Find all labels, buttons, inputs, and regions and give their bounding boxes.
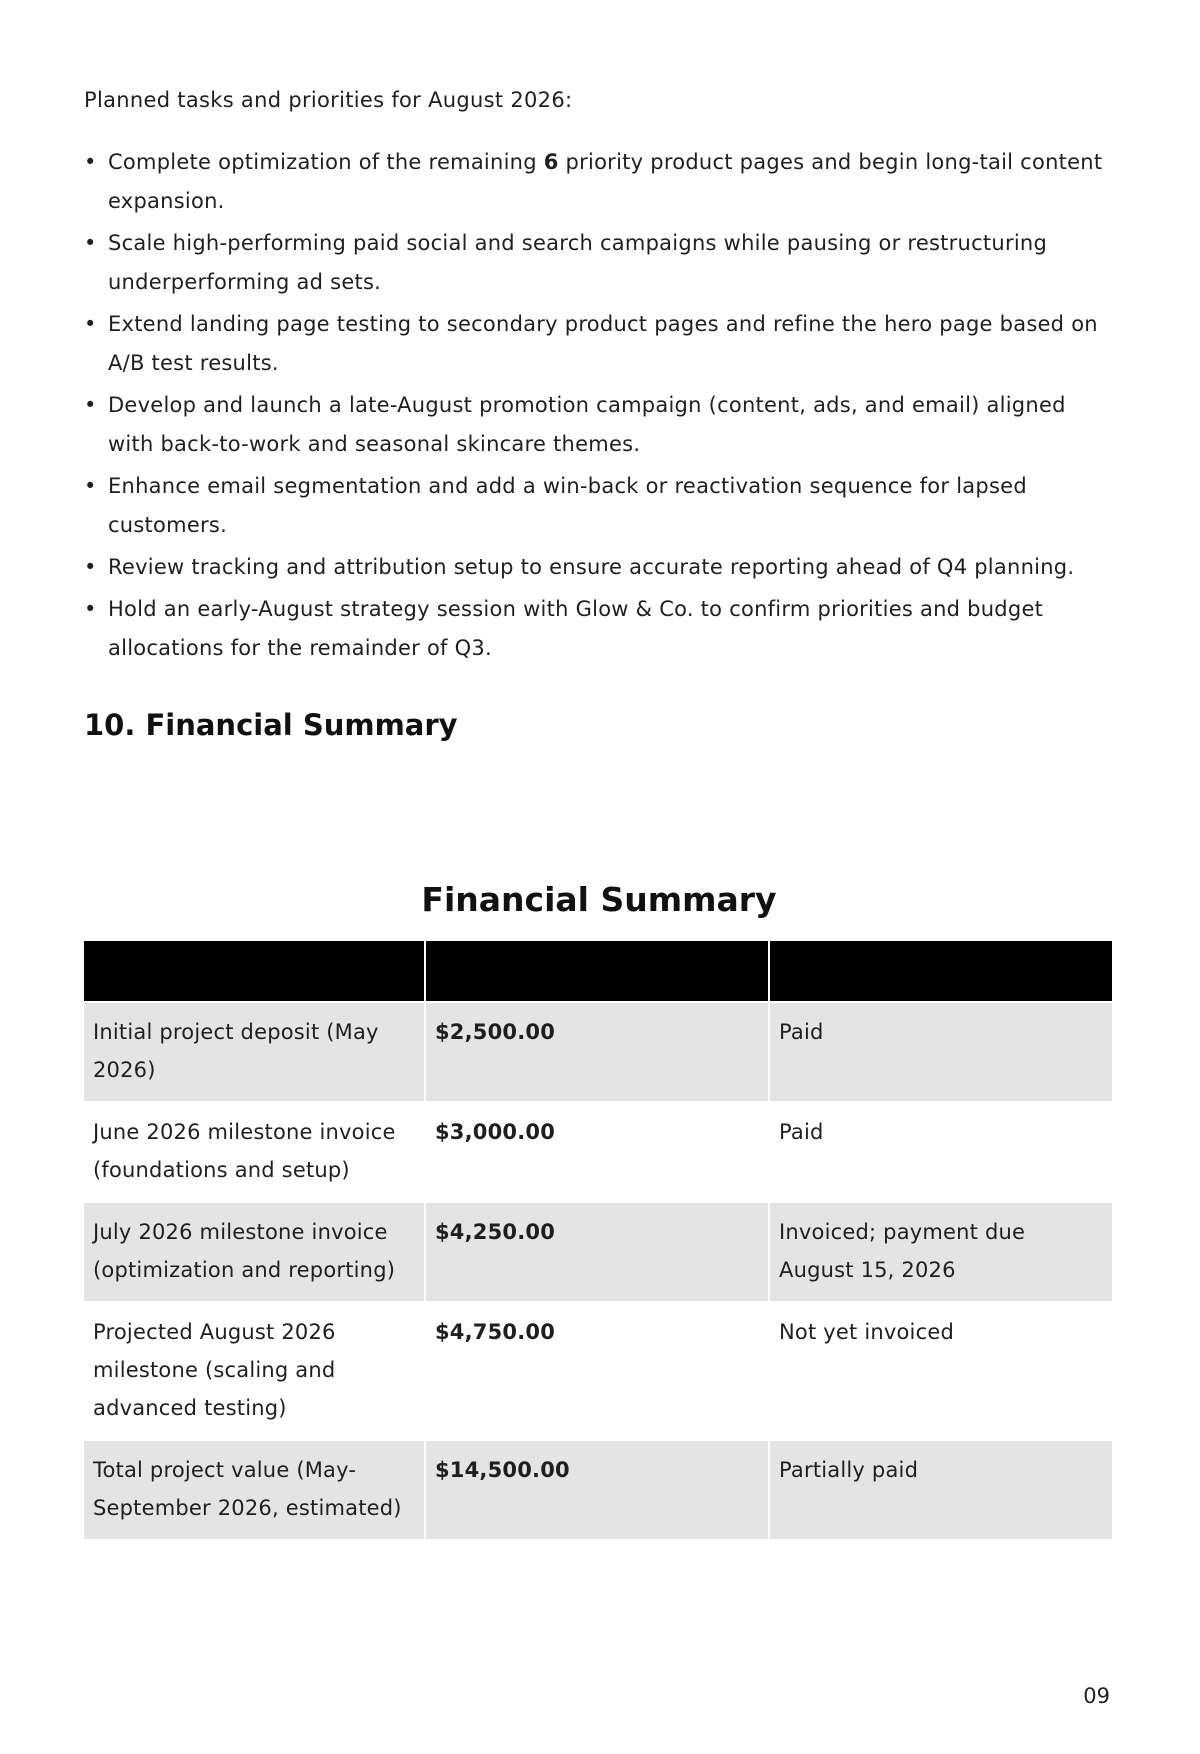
table-header-cell	[770, 941, 1112, 1003]
list-item	[84, 548, 1114, 587]
bullet-icon: •	[84, 393, 97, 417]
financial-summary-table	[82, 941, 1114, 1541]
status-cell: Paid	[770, 1103, 1112, 1203]
amount-cell: $14,500.00	[426, 1441, 768, 1541]
task-text: Review tracking and attribution setup to ensure accurate reporting ahead of Q4 planning.	[108, 555, 1075, 579]
table-row	[84, 1103, 1112, 1203]
list-item	[84, 224, 1114, 302]
table-row	[84, 1003, 1112, 1103]
table-row	[84, 1303, 1112, 1441]
intro-text: Planned tasks and priorities for August 2026:	[84, 88, 573, 112]
bullet-icon: •	[84, 474, 97, 498]
table-title: Financial Summary	[421, 880, 777, 919]
bullet-icon: •	[84, 231, 97, 255]
status-cell: Not yet invoiced	[770, 1303, 1112, 1441]
task-text: priority product pages and begin long-tail content expansion.	[108, 150, 1103, 213]
page-number: 09	[1083, 1684, 1110, 1708]
task-text: Hold an early-August strategy session with Glow & Co. to confirm priorities and budget allocations for the remainder of Q3.	[108, 597, 1044, 660]
list-item	[84, 143, 1114, 221]
status-cell: Paid	[770, 1003, 1112, 1103]
list-item	[84, 305, 1114, 383]
item-cell: Total project value (May-September 2026, estimated)	[84, 1441, 424, 1541]
table-row	[84, 1203, 1112, 1303]
task-text: Complete optimization of the remaining	[108, 150, 544, 174]
task-list	[84, 143, 1114, 671]
table-row	[84, 1441, 1112, 1541]
item-cell: Projected August 2026 milestone (scaling and advanced testing)	[84, 1303, 424, 1441]
list-item	[84, 386, 1114, 464]
section-heading: 10. Financial Summary	[84, 708, 458, 742]
table-header-row	[84, 941, 1112, 1003]
item-cell: Initial project deposit (May 2026)	[84, 1003, 424, 1103]
list-item	[84, 467, 1114, 545]
task-text-bold: 6	[543, 150, 559, 174]
task-text: Extend landing page testing to secondary product pages and refine the hero page based on A/B test results.	[108, 312, 1098, 375]
amount-cell: $4,750.00	[426, 1303, 768, 1441]
amount-cell: $2,500.00	[426, 1003, 768, 1103]
task-text: Develop and launch a late-August promotion campaign (content, ads, and email) aligned with back-to-work and seasonal skincare themes.	[108, 393, 1066, 456]
table-header-cell	[84, 941, 424, 1003]
amount-cell: $3,000.00	[426, 1103, 768, 1203]
bullet-icon: •	[84, 312, 97, 336]
item-cell: June 2026 milestone invoice (foundations and setup)	[84, 1103, 424, 1203]
task-text: Enhance email segmentation and add a win-back or reactivation sequence for lapsed customers.	[108, 474, 1027, 537]
item-cell: July 2026 milestone invoice (optimization and reporting)	[84, 1203, 424, 1303]
table-header-cell	[426, 941, 768, 1003]
bullet-icon: •	[84, 597, 97, 621]
amount-cell: $4,250.00	[426, 1203, 768, 1303]
list-item	[84, 590, 1114, 668]
status-cell: Invoiced; payment due August 15, 2026	[770, 1203, 1112, 1303]
task-text: Scale high-performing paid social and search campaigns while pausing or restructuring underperforming ad sets.	[108, 231, 1048, 294]
bullet-icon: •	[84, 150, 97, 174]
bullet-icon: •	[84, 555, 97, 579]
status-cell: Partially paid	[770, 1441, 1112, 1541]
